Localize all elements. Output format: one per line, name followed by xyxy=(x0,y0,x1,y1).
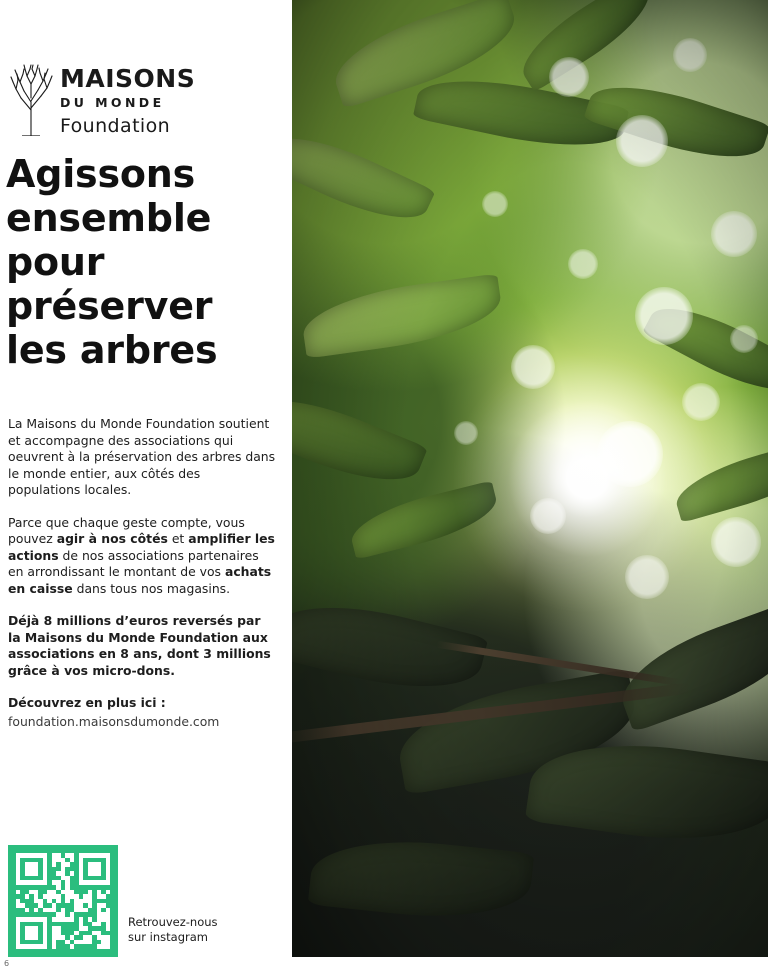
brand-line-foundation: Foundation xyxy=(60,114,171,137)
brand-line-du-monde: DU MONDE xyxy=(60,95,165,110)
discover-label: Découvrez en plus ici : xyxy=(8,695,166,710)
qr-code[interactable] xyxy=(8,845,118,957)
page-title: Agissons ensemble pour préserver les arbres xyxy=(6,152,218,373)
paragraph-action: Parce que chaque geste compte, vous pouvez agir à nos côtés et amplifier les actions de nos associations partenaires en arrondissant le montant de vos achats en caisse dans tous nos magasins. xyxy=(8,514,275,596)
foundation-url[interactable]: foundation.maisonsdumonde.com xyxy=(8,713,220,729)
photo-vignette xyxy=(292,0,768,957)
brand-line-maisons: MAISONS xyxy=(60,64,196,93)
brand-wordmark xyxy=(60,66,195,136)
emphasis: amplifier les actions xyxy=(8,531,275,563)
paragraph-impact: Déjà 8 millions d’euros reversés par la Maisons du Monde Foundation aux associations en 8 ans, dont 3 millions grâce à vos micro-dons. xyxy=(8,613,271,678)
instagram-caption-line1: Retrouvez-nous xyxy=(128,914,218,929)
emphasis: agir à nos côtés xyxy=(56,531,168,546)
qr-code-grid xyxy=(16,853,110,949)
emphasis: achats en caisse xyxy=(8,564,272,596)
tree-icon xyxy=(8,58,54,136)
instagram-caption xyxy=(128,915,218,946)
instagram-caption-line2: sur instagram xyxy=(128,930,208,945)
body-copy xyxy=(8,416,276,730)
left-content-column xyxy=(0,0,292,970)
page-number: 6 xyxy=(4,959,10,968)
hero-photo xyxy=(292,0,768,957)
brand-logo xyxy=(8,58,268,138)
paragraph-intro: La Maisons du Monde Foundation soutient et accompagne des associations qui oeuvrent à la préservation des arbres dans le monde entier, aux côtés des populations locales. xyxy=(8,416,276,497)
